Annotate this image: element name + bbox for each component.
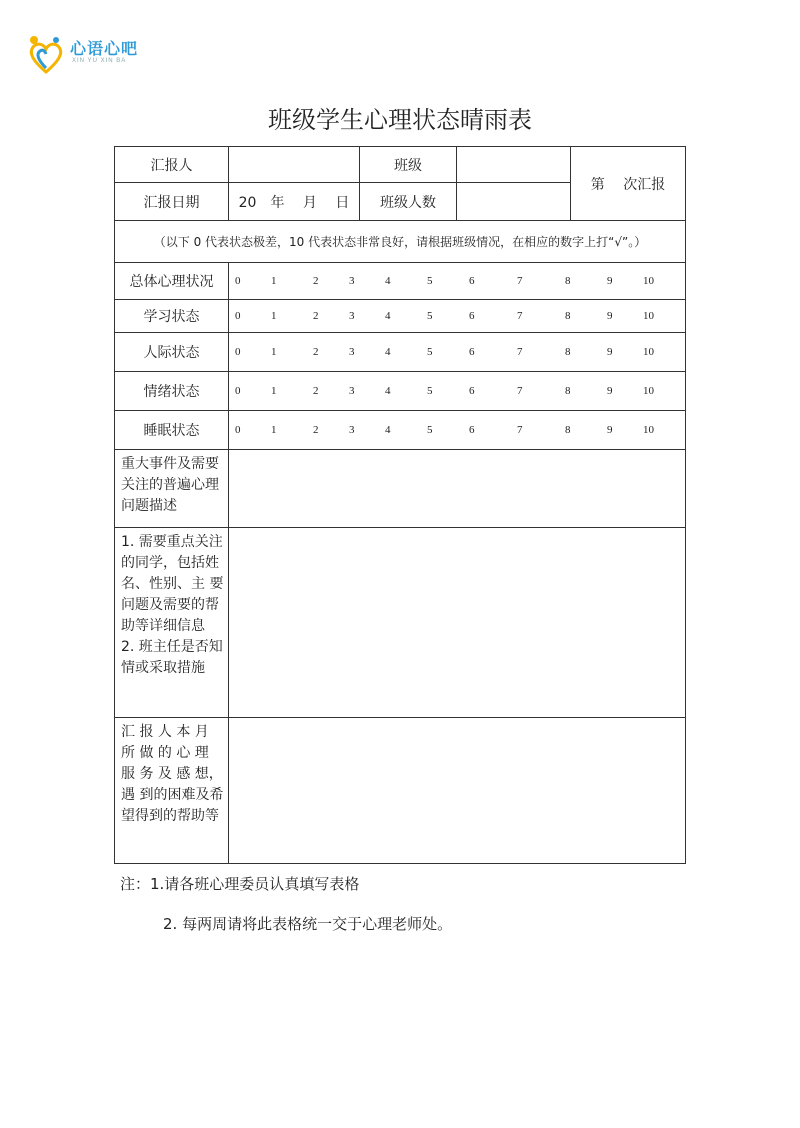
scale-number[interactable]: 0 [235,424,241,436]
scale-number[interactable]: 2 [313,275,319,287]
service-label: 汇 报 人 本 月 所 做 的 心 理 服 务 及 感 想，遇 到的困难及希望得到的帮助等 [115,718,229,864]
reporter-field[interactable] [229,147,360,183]
scale-number[interactable]: 0 [235,275,241,287]
scale-number[interactable]: 5 [427,346,433,358]
logo-subtext: XIN YU XIN BA [72,58,127,64]
scale-number[interactable]: 3 [349,346,355,358]
date-field[interactable]: 20 年 月 日 [229,183,360,221]
scale-number[interactable]: 2 [313,310,319,322]
note-2: 2. 每两周请将此表格统一交于心理老师处。 [163,915,453,933]
scale-number[interactable]: 7 [517,346,523,358]
students-label-part2: 2. 班主任是否知情或采取措施 [121,639,223,676]
scale-number[interactable]: 3 [349,310,355,322]
scale-number[interactable]: 7 [517,385,523,397]
scale-number[interactable]: 9 [607,424,613,436]
scale-number[interactable]: 2 [313,346,319,358]
students-label-part1: 1. 需要重点关注的同学，包括姓名、性别、主 要问题及需要的帮助等详细信息 [121,534,224,634]
scale-number[interactable]: 1 [271,310,277,322]
scale-number[interactable]: 9 [607,385,613,397]
scale-number[interactable]: 7 [517,310,523,322]
rating-scale-study[interactable] [229,300,686,333]
scale-number[interactable]: 3 [349,275,355,287]
scale-number[interactable]: 6 [469,275,475,287]
rating-label-study: 学习状态 [115,300,229,333]
class-field[interactable] [457,147,571,183]
instruction-text: （以下 0 代表状态极差，10 代表状态非常良好，请根据班级情况，在相应的数字上打“√”。） [115,221,686,263]
scale-number[interactable]: 4 [385,346,391,358]
scale-number[interactable]: 7 [517,424,523,436]
rating-scale-overall[interactable] [229,263,686,300]
rating-row [115,263,686,300]
students-label [115,528,229,718]
scale-number[interactable]: 8 [565,346,571,358]
mood-form-table [114,146,686,864]
scale-number[interactable]: 4 [385,275,391,287]
header-row-1 [115,147,686,183]
scale-number[interactable]: 8 [565,424,571,436]
students-field[interactable] [229,528,686,718]
rating-row [115,333,686,372]
instruction-row [115,221,686,263]
events-field[interactable] [229,450,686,528]
scale-number[interactable]: 10 [643,310,654,322]
class-size-label: 班级人数 [360,183,457,221]
reporter-label: 汇报人 [115,147,229,183]
events-label: 重大事件及需要关注的普遍心理问题描述 [115,450,229,528]
rating-scale-social[interactable] [229,333,686,372]
events-row [115,450,686,528]
rating-label-sleep: 睡眠状态 [115,411,229,450]
scale-number[interactable]: 7 [517,275,523,287]
scale-number[interactable]: 5 [427,275,433,287]
report-count-field[interactable]: 第 次汇报 [571,147,686,221]
scale-number[interactable]: 10 [643,275,654,287]
scale-number[interactable]: 5 [427,385,433,397]
rating-label-emotion: 情绪状态 [115,372,229,411]
students-row [115,528,686,718]
scale-number[interactable]: 1 [271,275,277,287]
class-label: 班级 [360,147,457,183]
scale-number[interactable]: 6 [469,424,475,436]
rating-row [115,300,686,333]
scale-number[interactable]: 4 [385,424,391,436]
scale-number[interactable]: 8 [565,275,571,287]
rating-scale-sleep[interactable] [229,411,686,450]
scale-number[interactable]: 9 [607,310,613,322]
scale-number[interactable]: 4 [385,310,391,322]
scale-number[interactable]: 10 [643,385,654,397]
service-field[interactable] [229,718,686,864]
scale-number[interactable]: 8 [565,385,571,397]
page-title: 班级学生心理状态晴雨表 [268,106,532,134]
scale-number[interactable]: 0 [235,310,241,322]
scale-number[interactable]: 6 [469,346,475,358]
scale-number[interactable]: 3 [349,424,355,436]
scale-number[interactable]: 0 [235,346,241,358]
scale-number[interactable]: 0 [235,385,241,397]
scale-number[interactable]: 5 [427,310,433,322]
scale-number[interactable]: 1 [271,424,277,436]
rating-scale-emotion[interactable] [229,372,686,411]
class-size-field[interactable] [457,183,571,221]
rating-label-social: 人际状态 [115,333,229,372]
rating-row [115,411,686,450]
scale-number[interactable]: 10 [643,424,654,436]
rating-label-overall: 总体心理状况 [115,263,229,300]
logo-text: 心语心吧 [70,39,139,58]
scale-number[interactable]: 4 [385,385,391,397]
scale-number[interactable]: 2 [313,385,319,397]
scale-number[interactable]: 1 [271,346,277,358]
scale-number[interactable]: 3 [349,385,355,397]
scale-number[interactable]: 8 [565,310,571,322]
scale-number[interactable]: 5 [427,424,433,436]
rating-row [115,372,686,411]
scale-number[interactable]: 2 [313,424,319,436]
scale-number[interactable]: 9 [607,346,613,358]
logo [26,32,146,76]
scale-number[interactable]: 9 [607,275,613,287]
service-row [115,718,686,864]
note-1: 注：1.请各班心理委员认真填写表格 [120,875,360,893]
date-label: 汇报日期 [115,183,229,221]
scale-number[interactable]: 6 [469,385,475,397]
heart-logo-icon [26,32,66,76]
scale-number[interactable]: 1 [271,385,277,397]
scale-number[interactable]: 10 [643,346,654,358]
scale-number[interactable]: 6 [469,310,475,322]
